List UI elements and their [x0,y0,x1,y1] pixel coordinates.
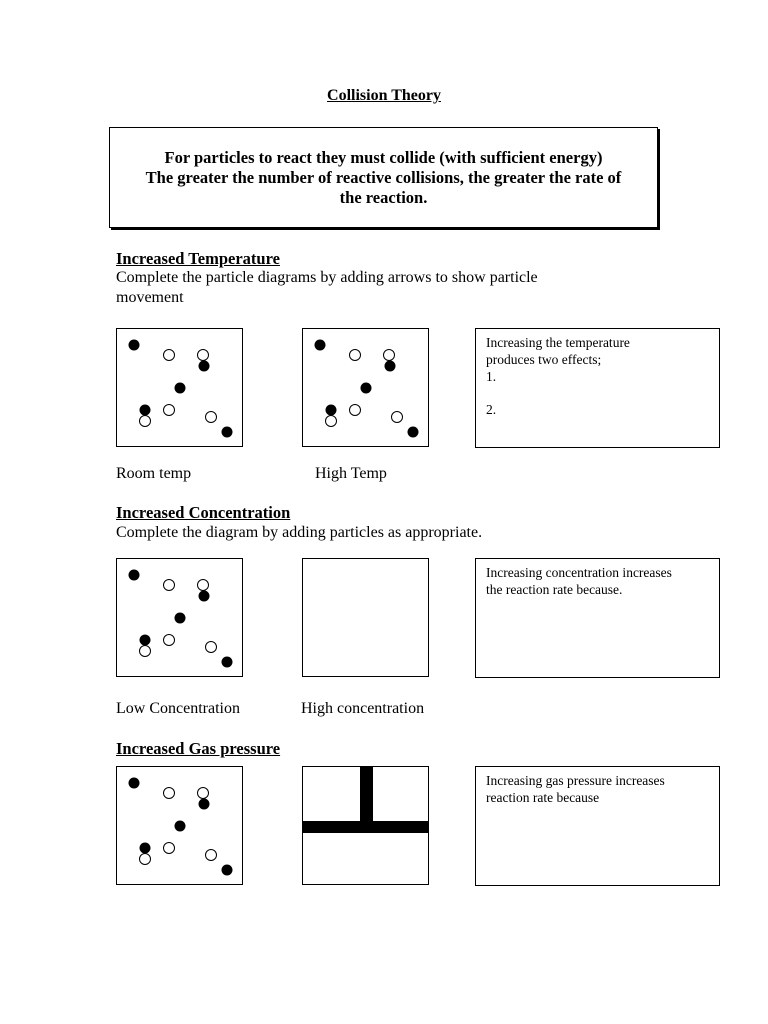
filled-particle [140,635,151,646]
empty-particle [198,580,209,591]
piston-plate [303,821,429,833]
low-concentration-caption: Low Concentration [116,700,240,717]
concentration-answer-box[interactable] [475,558,720,678]
empty-particle [206,642,217,653]
filled-particle [199,799,210,810]
filled-particle [199,361,210,372]
filled-particle [140,843,151,854]
empty-particle [140,646,151,657]
filled-particle [175,613,186,624]
temperature-instruction-line-2: movement [116,289,184,306]
temperature-heading: Increased Temperature [116,249,280,268]
filled-particle [326,405,337,416]
temperature-note-item-1: 1. [486,369,497,384]
concentration-instruction: Complete the diagram by adding particles as appropriate. [116,524,483,541]
empty-particle [198,788,209,799]
empty-particle [206,412,217,423]
empty-particle [164,635,175,646]
empty-particle [164,843,175,854]
filled-particle [129,570,140,581]
empty-particle [164,405,175,416]
key-idea-line-3: the reaction. [339,188,428,207]
high-temp-particle-diagram [302,328,429,447]
filled-particle [140,405,151,416]
filled-particle [199,591,210,602]
concentration-heading: Increased Concentration [116,503,291,522]
empty-particle [326,416,337,427]
high-temp-caption: High Temp [315,465,387,482]
filled-particle [315,340,326,351]
temperature-answer-box[interactable] [475,328,720,448]
compressed-container-diagram[interactable] [302,766,429,885]
empty-particle [140,416,151,427]
high-concentration-caption: High concentration [301,700,425,717]
empty-particle [164,580,175,591]
room-temp-caption: Room temp [116,465,192,482]
empty-particle [384,350,395,361]
temperature-note-line-2: produces two effects; [486,352,602,367]
empty-particle [350,405,361,416]
filled-particle [222,427,233,438]
concentration-note-line-1: Increasing concentration increases [486,565,672,580]
key-idea-line-1: For particles to react they must collide (with sufficient energy) [164,148,603,167]
temperature-note-line-1: Increasing the temperature [486,335,630,350]
filled-particle [408,427,419,438]
high-concentration-empty-diagram[interactable] [302,558,429,677]
empty-particle [206,850,217,861]
empty-particle [198,350,209,361]
room-temp-particle-diagram [116,328,243,447]
temperature-instruction-line-1: Complete the particle diagrams by adding arrows to show particle [116,269,538,286]
pressure-note-line-2: reaction rate because [486,790,600,805]
page-title: Collision Theory [327,87,441,104]
filled-particle [129,340,140,351]
empty-particle [164,788,175,799]
empty-particle [140,854,151,865]
low-pressure-particle-diagram [116,766,243,885]
empty-particle [350,350,361,361]
empty-particle [164,350,175,361]
pressure-heading: Increased Gas pressure [116,739,281,758]
temperature-note-item-2: 2. [486,402,497,417]
filled-particle [175,821,186,832]
filled-particle [129,778,140,789]
low-concentration-particle-diagram [116,558,243,677]
key-idea-line-2: The greater the number of reactive collisions, the greater the rate of [145,168,622,187]
filled-particle [361,383,372,394]
piston-rod [360,767,373,827]
concentration-note-line-2: the reaction rate because. [486,582,623,597]
pressure-note-line-1: Increasing gas pressure increases [486,773,665,788]
filled-particle [222,657,233,668]
key-idea-box [109,127,658,228]
filled-particle [222,865,233,876]
empty-particle [392,412,403,423]
filled-particle [175,383,186,394]
filled-particle [385,361,396,372]
pressure-answer-box[interactable] [475,766,720,886]
